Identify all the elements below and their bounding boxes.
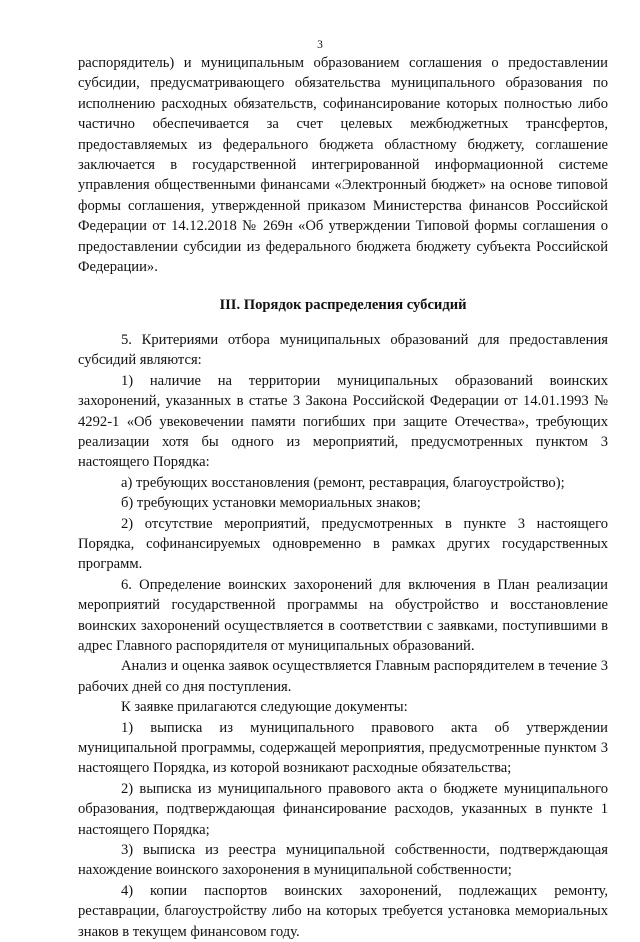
paragraph-subitem-b: б) требующих установки мемориальных знаков; (121, 495, 421, 512)
paragraph-document-1: 1) выписка из муниципального правового акта об утверждении муниципальной программы, содержащей мероприятия, предусмотренные пунктом 3 настоящего Порядка, из которой возникают расходные обязательства; (78, 719, 608, 777)
page-number: 3 (317, 39, 323, 51)
document-body (78, 53, 608, 942)
paragraph-criterion-2: 2) отсутствие мероприятий, предусмотренных в пункте 3 настоящего Порядка, софинансируемых одновременно в рамках других государственных программ. (78, 515, 608, 573)
paragraph-documents-intro: К заявке прилагаются следующие документы: (121, 699, 408, 716)
paragraph-item-6: 6. Определение воинских захоронений для включения в План реализации мероприятий государственной программы на обустройство и восстановление воинских захоронений осуществляется в соответствии с заявками, поступившими в адрес Главного распорядителя от муниципальных образований. (78, 576, 608, 654)
paragraph-document-2: 2) выписка из муниципального правового акта о бюджете муниципального образования, подтверждающая финансирование расходов, указанных в пункте 1 настоящего Порядка; (78, 780, 608, 838)
paragraph-item-5: 5. Критериями отбора муниципальных образований для предоставления субсидий являются: (78, 331, 608, 369)
paragraph-criterion-1: 1) наличие на территории муниципальных образований воинских захоронений, указанных в статье 3 Закона Российской Федерации от 14.01.1993 № 4292-1 «Об увековечении памяти погибших при защите Отечества», требующих реализации хотя бы одного из мероприятий, предусмотренных пунктом 3 настоящего Порядка: (78, 372, 608, 471)
paragraph-subitem-a: а) требующих восстановления (ремонт, реставрация, благоустройство); (121, 474, 565, 491)
paragraph-continuation: распорядитель) и муниципальным образованием соглашения о предоставлении субсидии, предусматривающего обязательства муниципального образования по исполнению расходных обязательств, софинансирование которых полностью либо частично обеспечивается за счет целевых межбюджетных трансфертов, предоставляемых из федерального бюджета областному бюджету, соглашение заключается в государственной интегрированной информационной системе управления общественными финансами «Электронный бюджет» на основе типовой формы соглашения, утвержденной приказом Министерства финансов Российской Федерации от 14.12.2018 № 269н «Об утверждении Типовой формы соглашения о предоставлении субсидии из федерального бюджета бюджету субъекта Российской Федерации». (78, 55, 608, 276)
paragraph-document-3: 3) выписка из реестра муниципальной собственности, подтверждающая нахождение воинского захоронения в муниципальной собственности; (78, 842, 608, 879)
paragraph-analysis: Анализ и оценка заявок осуществляется Главным распорядителем в течение 3 рабочих дней со дня поступления. (78, 658, 608, 695)
paragraph-document-4: 4) копии паспортов воинских захоронений, подлежащих ремонту, реставрации, благоустройству либо на которых требуется установка мемориальных знаков в текущем финансовом году. (78, 882, 608, 940)
section-heading: III. Порядок распределения субсидий (219, 297, 467, 314)
